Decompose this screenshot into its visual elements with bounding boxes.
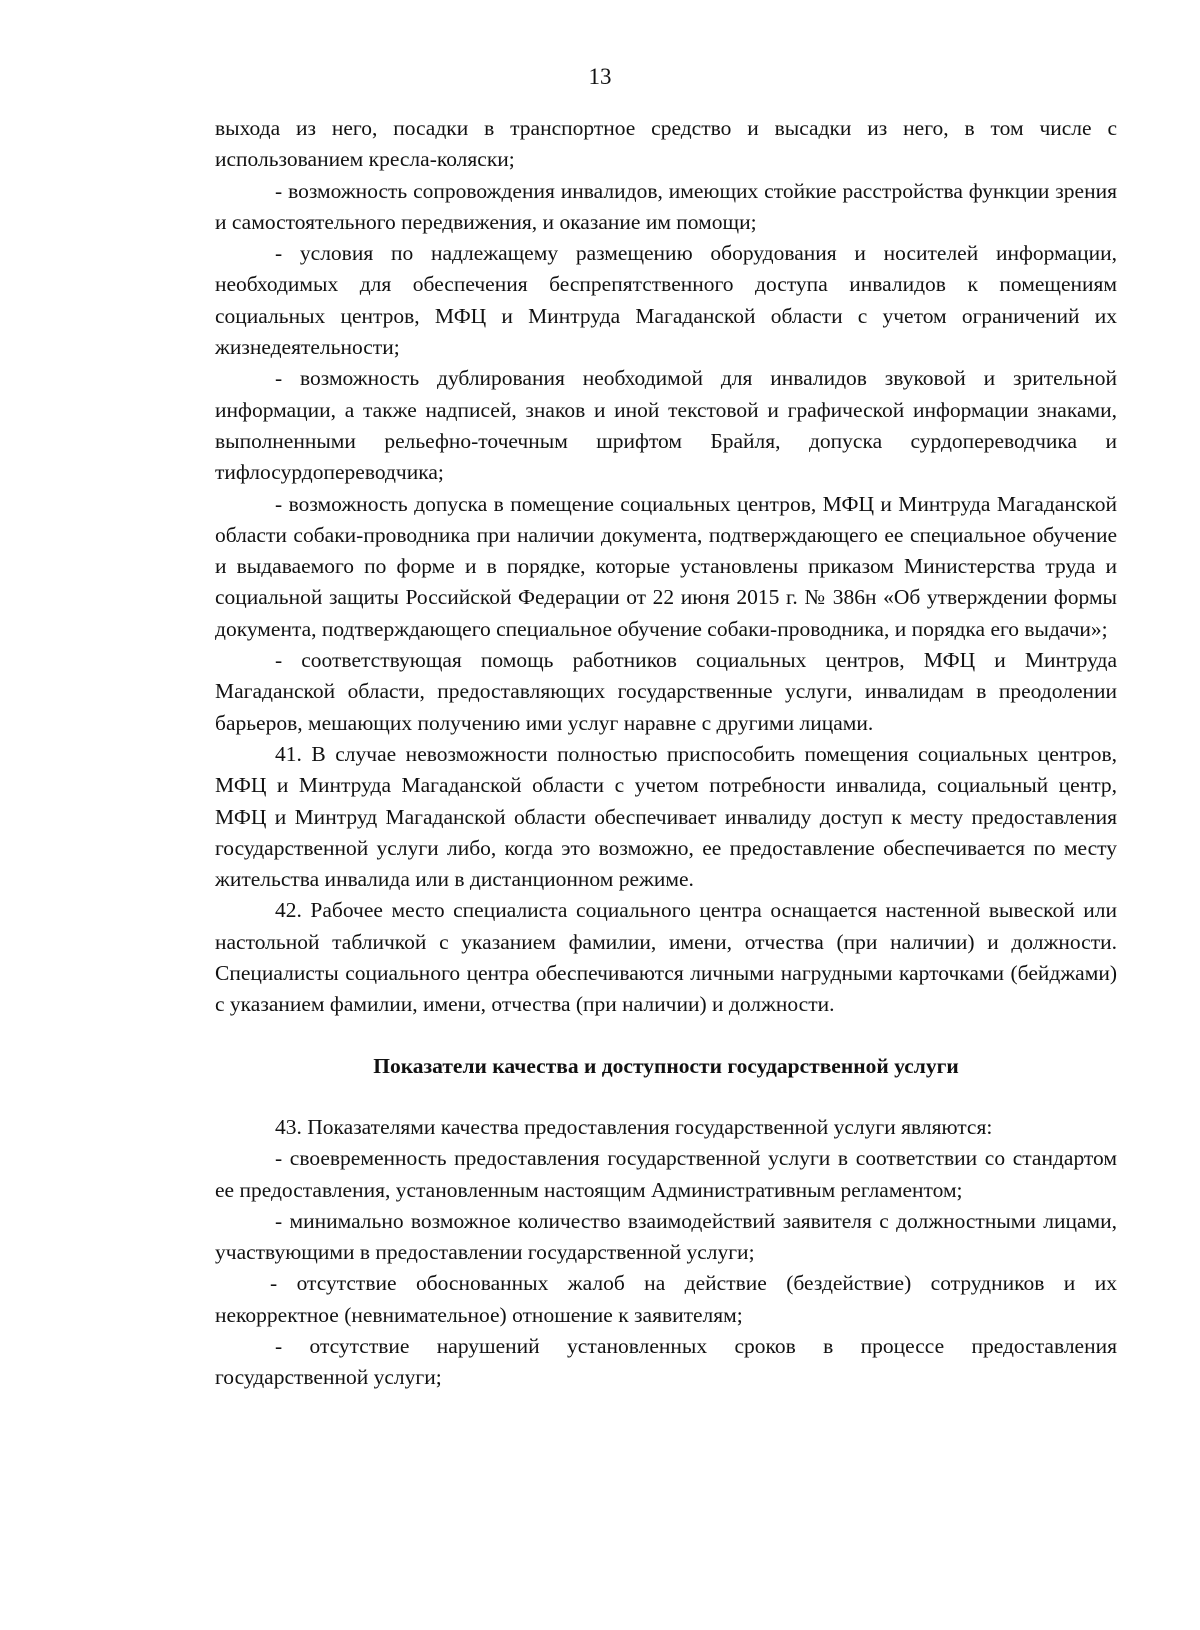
paragraph: - своевременность предоставления государственной услуги в соответствии со стандартом ее предоставления, установленным настоящим Административным регламентом; — [215, 1146, 1117, 1202]
paragraph: - соответствующая помощь работников социальных центров, МФЦ и Минтруда Магаданской области, предоставляющих государственные услуги, инвалидам в преодолении барьеров, мешающих получению ими услуг наравне с другими лицами. — [215, 648, 1117, 735]
paragraph-41: 41. В случае невозможности полностью приспособить помещения социальных центров, МФЦ и Минтруда Магаданской области с учетом потребности инвалида, социальный центр, МФЦ и Минтруд Магаданской области обеспечивает инвалиду доступ к месту предоставления государственной услуги либо, когда это возможно, ее предоставление обеспечивается по месту жительства инвалида или в дистанционном режиме. — [215, 741, 1117, 892]
section-heading: Показатели качества и доступности государственной услуги — [373, 1053, 959, 1078]
paragraph: - возможность сопровождения инвалидов, имеющих стойкие расстройства функции зрения и самостоятельного передвижения, и оказание им помощи; — [215, 178, 1117, 234]
paragraph-42: 42. Рабочее место специалиста социального центра оснащается настенной вывеской или настольной табличкой с указанием фамилии, имени, отчества (при наличии) и должности. Специалисты социального центра обеспечиваются личными нагрудными карточками (бейджами) с указанием фамилии, имени, отчества (при наличии) и должности. — [215, 898, 1117, 1017]
paragraph: - возможность дублирования необходимой для инвалидов звуковой и зрительной информации, а также надписей, знаков и иной текстовой и графической информации знаками, выполненными рельефно-точечным шрифтом Брайля, допуска сурдопереводчика и тифлосурдопереводчика; — [215, 366, 1117, 485]
paragraph: - условия по надлежащему размещению оборудования и носителей информации, необходимых для обеспечения беспрепятственного доступа инвалидов к помещениям социальных центров, МФЦ и Минтруда Магаданской области с учетом ограничений их жизнедеятельности; — [215, 241, 1117, 360]
paragraph: - минимально возможное количество взаимодействий заявителя с должностными лицами, участвующими в предоставлении государственной услуги; — [215, 1208, 1117, 1265]
paragraph: - отсутствие нарушений установленных сроков в процессе предоставления государственной услуги; — [215, 1333, 1117, 1390]
document-body — [215, 113, 1117, 1394]
page-number: 13 — [588, 64, 612, 89]
paragraph: - отсутствие обоснованных жалоб на действие (бездействие) сотрудников и их некорректное (невнимательное) отношение к заявителям; — [215, 1271, 1117, 1327]
paragraph: выхода из него, посадки в транспортное средство и высадки из него, в том числе с использованием кресла-коляски; — [215, 116, 1117, 172]
paragraph: - возможность допуска в помещение социальных центров, МФЦ и Минтруда Магаданской области собаки-проводника при наличии документа, подтверждающего ее специальное обучение и выдаваемого по форме и в порядке, которые установлены приказом Министерства труда и социальной защиты Российской Федерации от 22 июня 2015 г. № 386н «Об утверждении формы документа, подтверждающего специальное обучение собаки-проводника, и порядка его выдачи»; — [215, 491, 1117, 641]
paragraph-43: 43. Показателями качества предоставления государственной услуги являются: — [275, 1114, 993, 1139]
